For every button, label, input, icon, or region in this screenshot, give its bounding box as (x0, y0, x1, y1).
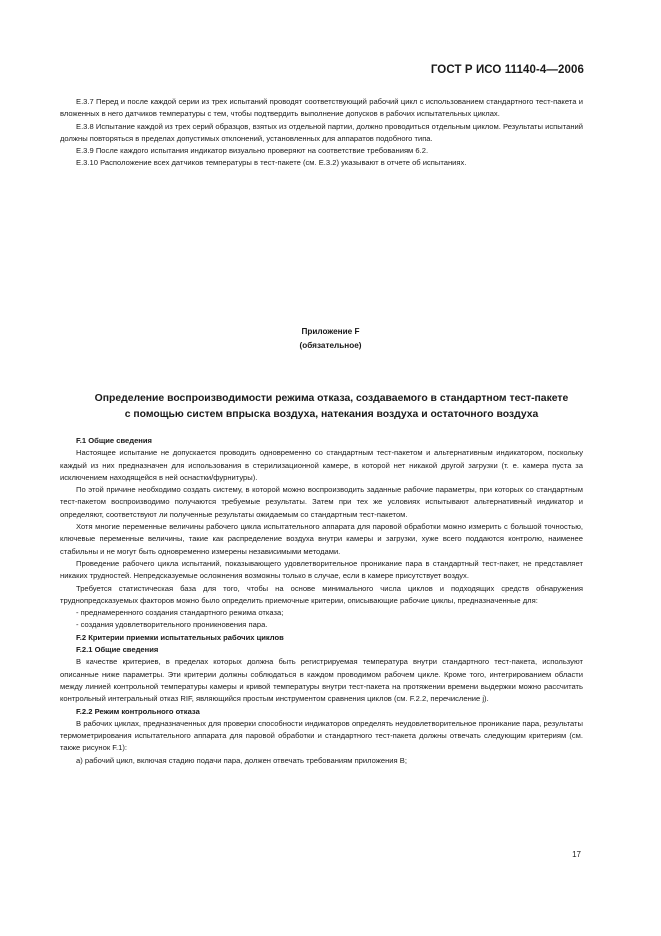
paragraph-f-2-2: В рабочих циклах, предназначенных для проверки способности индикаторов определять неудовлетворительное проникание пара, результаты термометрирования испытательного аппарата для паровой обработки и стандартного тест-пакета должны отвечать следующим критериям (см. также рисунок F.1): (60, 718, 583, 753)
paragraph-f-1-4: Проведение рабочего цикла испытаний, показывающего удовлетворительное проникание пара в стандартный тест-пакет, не представляет никаких трудностей. Непредсказуемые осложнения возможны только в случае, если в камере присутствует воздух. (60, 558, 583, 581)
heading-f-2-2: F.2.2 Режим контрольного отказа (76, 706, 200, 716)
page-number: 17 (572, 850, 581, 859)
paragraph-f-2-1: В качестве критериев, в пределах которых должна быть регистрируемая температура внутри стандартного тест-пакета, используют описанные ниже параметры. Эти критерии должны соблюдаться в каждом проводимом рабочем цикле. Кроме того, интегрированием области между линией контрольной температуры камеры и кривой температуры внутри тест-пакета на протяжении времени выдержки можно рассчитать контрольный интегральный отказ RIF, являющийся простым инструментом сравнения циклов (см. F.2.2, перечисление j). (60, 657, 583, 704)
list-item: - преднамеренного создания стандартного режима отказа; (76, 608, 284, 618)
heading-f-1: F.1 Общие сведения (76, 436, 152, 445)
heading-f-2: F.2 Критерии приемки испытательных рабочих циклов (76, 632, 284, 642)
appendix-title-line-1: Определение воспроизводимости режима отказа, создаваемого в стандартном тест-пакете (94, 393, 569, 404)
appendix-title (40, 391, 623, 422)
paragraph-e-3-10: Е.3.10 Расположение всех датчиков температуры в тест-пакете (см. Е.3.2) указывают в отчете об испытаниях. (76, 158, 467, 168)
appendix-label: Приложение F (301, 327, 360, 336)
appendix-status: (обязательное) (299, 341, 362, 350)
heading-f-2-1: F.2.1 Общие сведения (76, 645, 159, 655)
paragraph-f-1-1: Настоящее испытание не допускается проводить одновременно со стандартным тест-пакетом и альтернативным индикатором, поскольку каждый из них предназначен для использования в стерилизационной камере, в которой нет никакой другой загрузки (т. е. камера пуста за исключением находящейся в ней оснастки/фурнитуры). (60, 448, 583, 482)
paragraph-f-1-3: Хотя многие переменные величины рабочего цикла испытательного аппарата для паровой обработки можно измерить с большой точностью, ключевые переменные величины, такие как распределение воздуха внутри камеры и загрузки, хуже всего поддаются контролю, наименее стабильны и не могут быть одновременно измерены независимыми методами. (60, 522, 583, 556)
paragraph-f-1-5: Требуется статистическая база для того, чтобы на основе минимального числа циклов и подходящих средств обнаружения труднопредсказуемых факторов можно было определить приемочные критерии, описывающие рабочие циклы, предназначенные для: (60, 583, 583, 605)
list-item-a: а) рабочий цикл, включая стадию подачи пара, должен отвечать требованиям приложения B; (76, 755, 407, 765)
appendix-heading (0, 325, 661, 353)
appendix-body (60, 435, 583, 767)
paragraph-e-3-7: Е.3.7 Перед и после каждой серии из трех испытаний проводят соответствующий рабочий цикл с использованием стандартного тест-пакета и вложенных в него датчиков температуры с тем, чтобы подтвердить выполнение допусков в рабочих испытательных циклах. (60, 97, 583, 119)
paragraph-e-3-9: Е.3.9 После каждого испытания индикатор визуально проверяют на соответствие требованиям 6.2. (76, 146, 429, 156)
appendix-title-line-2: с помощью систем впрыска воздуха, натекания воздуха и остаточного воздуха (124, 408, 539, 420)
section-e-text (60, 96, 583, 170)
document-code: ГОСТ Р ИСО 11140-4—2006 (430, 64, 584, 76)
paragraph-e-3-8: Е.3.8 Испытание каждой из трех серий образцов, взятых из отдельной партии, должно проводиться отдельным циклом. Результаты испытаний должны повторяться в пределах допустимых отклонений, установленных для аппаратов подобного типа. (60, 121, 583, 143)
list-item: - создания удовлетворительного проникновения пара. (76, 620, 268, 630)
paragraph-f-1-2: По этой причине необходимо создать систему, в которой можно воспроизводить заданные рабочие параметры, при которых со стандартным тест-пакетом воспроизводимо получаются требуемые результаты. Затем при тех же условиях испытывают альтернативный индикатор и определяют, соответствуют ли полученные результаты ожидаемым со стандартным тест-пакетом. (60, 485, 583, 519)
